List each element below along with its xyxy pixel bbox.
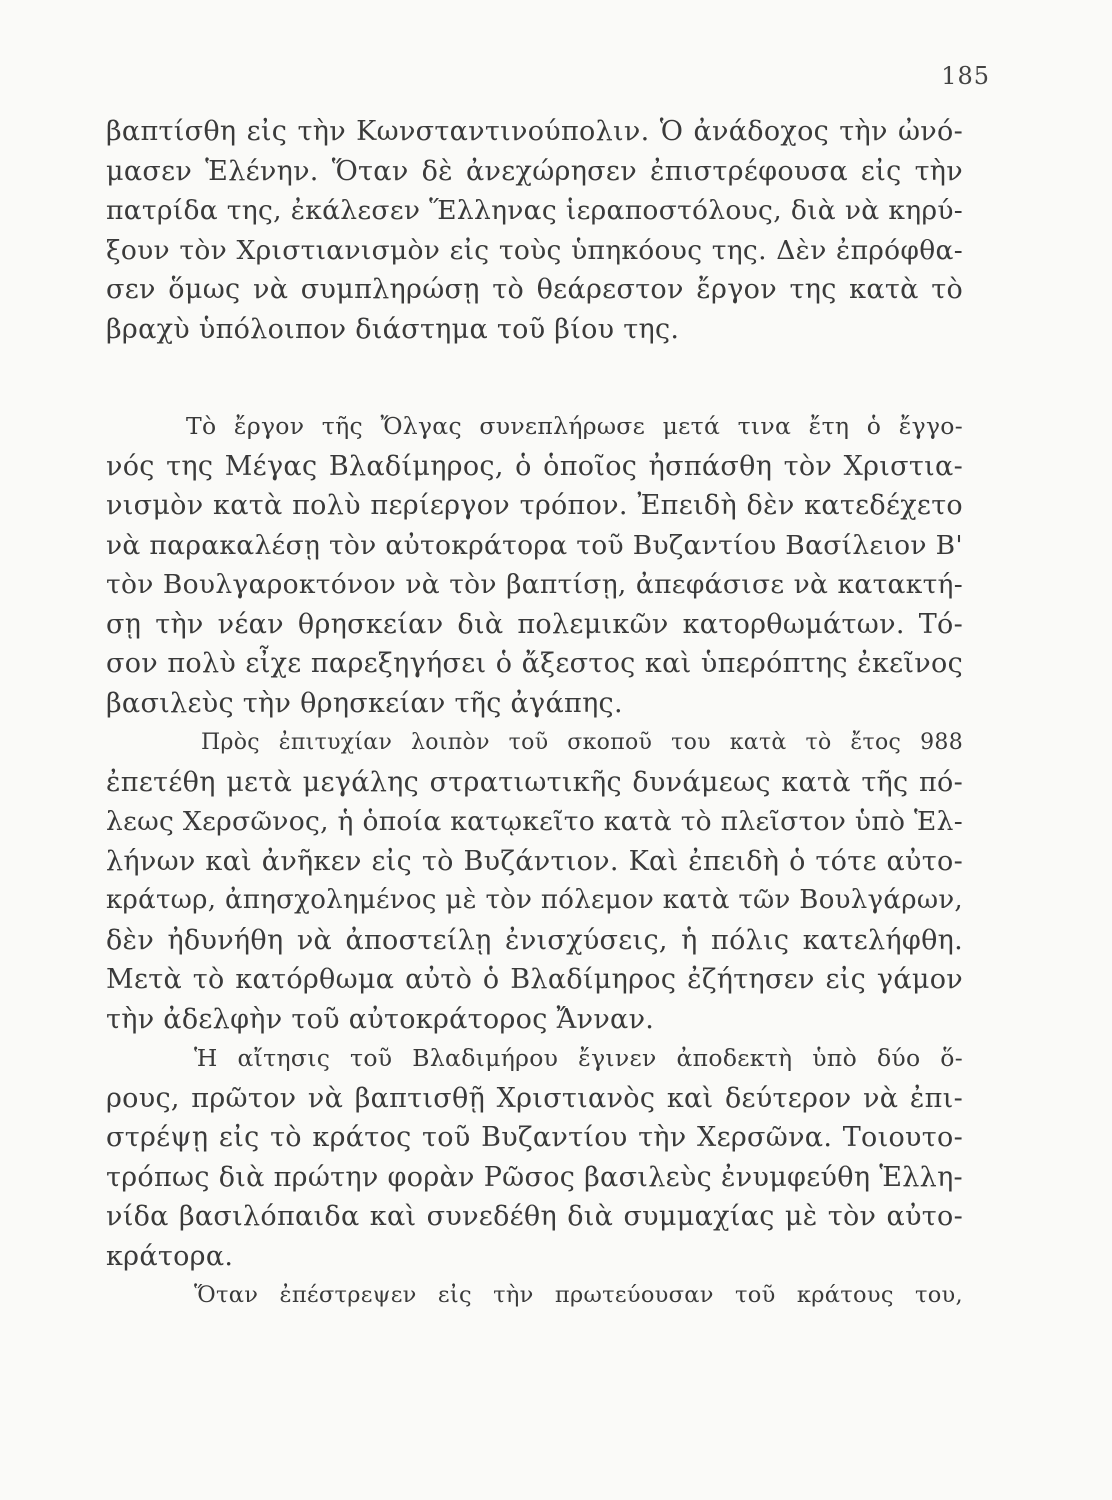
text-line: βασιλεὺς τὴν θρησκείαν τῆς ἀγάπης.	[106, 687, 623, 719]
text-line: ρους, πρῶτον νὰ βαπτισθῇ Χριστιανὸς καὶ δεύτερον νὰ ἐπι-	[106, 1082, 963, 1114]
paragraph-4	[106, 1039, 963, 1276]
text-line: λήνων καὶ ἀνῆκεν εἰς τὸ Βυζάντιον. Καὶ ἐπειδὴ ὁ τότε αὐτο-	[106, 845, 963, 877]
text-line: βραχὺ ὑπόλοιπον διάστημα τοῦ βίου της.	[106, 313, 680, 345]
text-line: στρέψῃ εἰς τὸ κράτος τοῦ Βυζαντίου τὴν Χερσῶνα. Τοιουτο-	[106, 1122, 963, 1153]
text-line: τὸν Βουλγαροκτόνον νὰ τὸν βαπτίσῃ, ἀπεφάσισε νὰ κατακτή-	[106, 569, 963, 600]
text-line: Πρὸς ἐπιτυχίαν λοιπὸν τοῦ σκοποῦ του κατὰ τὸ ἔτος 988	[201, 730, 963, 755]
text-line: νός της Μέγας Βλαδίμηρος, ὁ ὁποῖος ἠσπάσθη τὸν Χριστια-	[106, 450, 963, 482]
text-line: τρόπως διὰ πρώτην φορὰν Ρῶσος βασιλεὺς ἐνυμφεύθη Ἑλλη-	[106, 1161, 963, 1193]
paragraph-5	[106, 1276, 963, 1316]
paragraph-3	[106, 723, 963, 1039]
paragraphs-main	[106, 407, 963, 1316]
text-line: ξουν τὸν Χριστιανισμὸν εἰς τοὺς ὑπηκόους της. Δὲν ἐπρόφθα-	[106, 234, 963, 266]
text-line: βαπτίσθη εἰς τὴν Κωνσταντινούπολιν. Ὁ ἀνάδοχος τὴν ὠνό-	[106, 116, 963, 147]
text-line: νίδα βασιλόπαιδα καὶ συνεδέθη διὰ συμμαχίας μὲ τὸν αὐτο-	[106, 1201, 963, 1232]
text-line: Μετὰ τὸ κατόρθωμα αὐτὸ ὁ Βλαδίμηρος ἐζήτησεν εἰς γάμον	[106, 964, 963, 995]
text-line: Ἡ αἴτησις τοῦ Βλαδιμήρου ἔγινεν ἀποδεκτὴ ὑπὸ δύο ὅ-	[194, 1044, 963, 1072]
text-line: λεως Χερσῶνος, ἡ ὁποία κατῳκεῖτο κατὰ τὸ πλεῖστον ὑπὸ Ἑλ-	[106, 806, 963, 837]
text-line: σεν ὅμως νὰ συμπληρώσῃ τὸ θεάρεστον ἔργον της κατὰ τὸ	[106, 274, 963, 305]
text-line: Τὸ ἔργον τῆς Ὄλγας συνεπλήρωσε μετά τινα ἔτη ὁ ἔγγο-	[186, 412, 963, 440]
text-line: νὰ παρακαλέσῃ τὸν αὐτοκράτορα τοῦ Βυζαντίου Βασίλειον Β'	[106, 529, 963, 561]
paragraph-1	[106, 112, 963, 349]
text-line: σῃ τὴν νέαν θρησκείαν διὰ πολεμικῶν κατορθωμάτων. Τό-	[106, 608, 963, 640]
text-line: κράτωρ, ἀπησχολημένος μὲ τὸν πόλεμον κατὰ τῶν Βουλγάρων,	[106, 885, 963, 915]
text-line: κράτορα.	[106, 1240, 234, 1272]
paragraph-2	[106, 407, 963, 723]
page-number: 185	[941, 62, 990, 90]
text-line: δὲν ἠδυνήθη νὰ ἀποστείλῃ ἐνισχύσεις, ἡ πόλις κατελήφθη.	[106, 924, 963, 956]
text-line: νισμὸν κατὰ πολὺ περίεργον τρόπον. Ἐπειδὴ δὲν κατεδέχετο	[106, 490, 963, 521]
text-line: σον πολὺ εἶχε παρεξηγήσει ὁ ἄξεστος καὶ ὑπερόπτης ἐκεῖνος	[106, 648, 963, 679]
text-line: μασεν Ἑλένην. Ὅταν δὲ ἀνεχώρησεν ἐπιστρέφουσα εἰς τὴν	[106, 155, 963, 187]
text-line: τὴν ἀδελφὴν τοῦ αὐτοκράτορος Ἄνναν.	[106, 1003, 655, 1035]
text-line: Ὅταν ἐπέστρεψεν εἰς τὴν πρωτεύουσαν τοῦ κράτους του,	[194, 1282, 963, 1308]
text-line: ἐπετέθη μετὰ μεγάλης στρατιωτικῆς δυνάμεως κατὰ τῆς πό-	[106, 766, 963, 798]
text-line: πατρίδα της, ἐκάλεσεν Ἕλληνας ἱεραποστόλους, διὰ νὰ κηρύ-	[106, 195, 963, 226]
